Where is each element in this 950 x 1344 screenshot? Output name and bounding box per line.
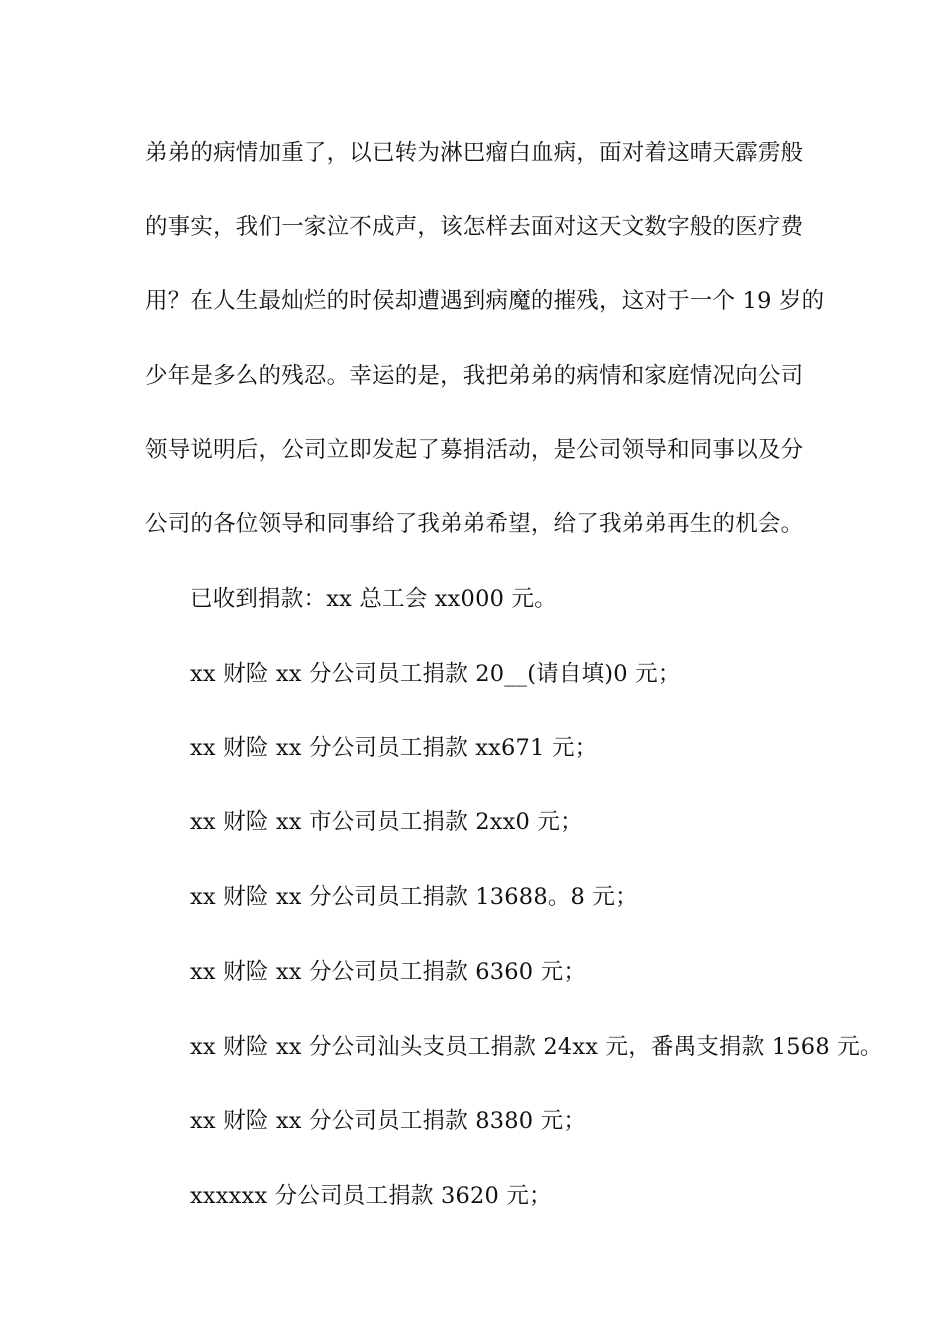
donation-item: xx 财险 xx 分公司员工捐款 6360 元； <box>190 959 587 985</box>
donation-item: xxxxxx 分公司员工捐款 3620 元； <box>190 1183 552 1209</box>
paragraph-line: 的事实，我们一家泣不成声，该怎样去面对这天文数字般的医疗费 <box>145 214 804 240</box>
paragraph-line: 少年是多么的残忍。幸运的是，我把弟弟的病情和家庭情况向公司 <box>145 363 804 389</box>
donation-item: xx 财险 xx 分公司员工捐款 8380 元； <box>190 1108 587 1134</box>
paragraph-line: 弟弟的病情加重了，以已转为淋巴瘤白血病，面对着这晴天霹雳般 <box>145 140 804 166</box>
donation-item: xx 财险 xx 市公司员工捐款 2xx0 元； <box>190 809 583 835</box>
donation-item: xx 财险 xx 分公司员工捐款 13688。8 元； <box>190 884 638 910</box>
donation-item: xx 财险 xx 分公司员工捐款 xx671 元； <box>190 735 598 761</box>
donation-item: xx 财险 xx 分公司汕头支员工捐款 24xx 元，番禺支捐款 1568 元。 <box>190 1034 883 1060</box>
paragraph-line: 用？在人生最灿烂的时侯却遭遇到病魔的摧残，这对于一个 19 岁的 <box>145 288 825 314</box>
paragraph-line: 公司的各位领导和同事给了我弟弟希望，给了我弟弟再生的机会。 <box>145 511 804 537</box>
donation-item: xx 财险 xx 分公司员工捐款 20__(请自填)0 元； <box>190 661 681 687</box>
donations-header: 已收到捐款：xx 总工会 xx000 元。 <box>190 586 557 612</box>
paragraph-line: 领导说明后，公司立即发起了募捐活动，是公司领导和同事以及分 <box>145 437 804 463</box>
